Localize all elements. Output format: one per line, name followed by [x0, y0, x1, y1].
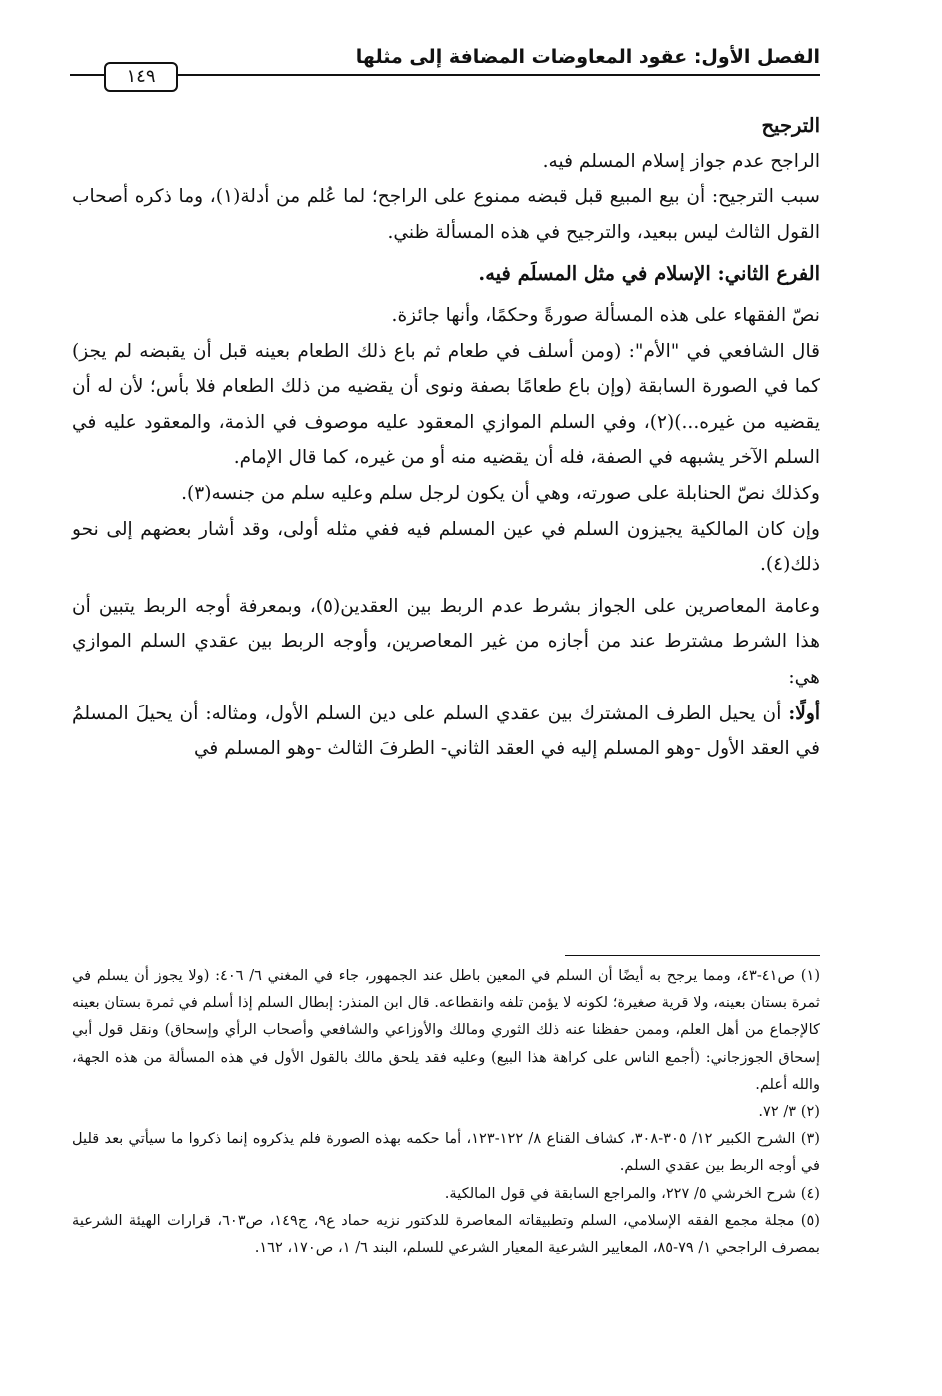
paragraph: قال الشافعي في "الأم": (ومن أسلف في طعام ثم باع ذلك الطعام بعينه قبل أن يقبضه لم يجز) كما في الصورة السابقة (وإن باع طعامًا بصفة ونوى أن يقضيه من ذلك الطعام فلا بأس؛ لأن له أن يقضيه من غيره...)(٢)، وفي السلم الموازي المعقود عليه موصوف في الذمة، والمعقود عليه في السلم الآخر يشبهه في الصفة، فله أن يقضيه منه أو من غيره، كما قال الإمام.: [72, 340, 820, 469]
paragraph: وعامة المعاصرين على الجواز بشرط عدم الربط بين العقدين(٥)، وبمعرفة أوجه الربط يتبين أن هذا الشرط مشترط عند من أجازه من غير المعاصرين، وأوجه الربط بين عقدي السلم الموازي هي:: [72, 595, 820, 688]
section-heading-tarjih: الترجيح: [761, 114, 820, 137]
paragraph: وإن كان المالكية يجيزون السلم في عين المسلم فيه ففي مثله أولى، وقد أشار بعضهم إلى نحو ذلك(٤).: [72, 518, 820, 576]
paragraph-text: أن يحيل الطرف المشترك بين عقدي السلم على دين السلم الأول، ومثاله: أن يحيلَ المسلمُ في العقد الأول -وهو المسلم إليه في العقد الثاني- الطرفَ الثالث -وهو المسلم في: [72, 702, 820, 760]
page-number: ١٤٩: [104, 62, 178, 92]
section-heading-branch-two: الفرع الثاني: الإسلام في مثل المسلَم فيه.: [478, 262, 820, 286]
footnote: (٣) الشرح الكبير ١٢/ ٣٠٥-٣٠٨، كشاف القناع ٨/ ١٢٢-١٢٣، أما حكمه بهذه الصورة فلم يذكروه إنما ذكروا ما سيأتي بعد قليل في أوجه الربط بين عقدي السلم.: [72, 1130, 820, 1175]
footnote: (٤) شرح الخرشي ٥/ ٢٢٧، والمراجع السابقة في قول المالكية.: [444, 1184, 820, 1202]
footnote: (٢) ٣/ ٧٢.: [758, 1103, 820, 1121]
chapter-title: الفصل الأول: عقود المعاوضات المضافة إلى مثلها: [355, 46, 820, 68]
list-lead: أولًا:: [788, 702, 820, 724]
footnote: (١) ص٤١-٤٣، ومما يرجح به أيضًا أن السلم في المعين باطل عند الجمهور، جاء في المغني ٦/ ٤٠٦: (ولا يجوز أن يسلم في ثمرة بستان بعينه، ولا قرية صغيرة؛ لكونه لا يؤمن تلفه وانقطاعه. قال ابن المنذر: إبطال السلم إذا أسلم في ثمرة بستان بعينه كالإجماع من أهل العلم، وممن حفظنا عنه ذلك الثوري ومالك والأوزاعي والشافعي وأصحاب الرأي وإسحاق) ونقل قول أبي إسحاق الجوزجاني: (أجمع الناس على كراهة هذا البيع) وعليه فقد يلحق مالك بالقول الأول في هذه المسألة من هذه الجهة، والله أعلم.: [72, 967, 821, 1093]
paragraph: وكذلك نصّ الحنابلة على صورته، وهي أن يكون لرجل سلم وعليه سلم من جنسه(٣).: [181, 482, 820, 504]
paragraph: [72, 696, 820, 767]
paragraph: نصّ الفقهاء على هذه المسألة صورةً وحكمًا، وأنها جائزة.: [391, 304, 820, 326]
footnotes: [72, 962, 820, 1261]
paragraph: سبب الترجيح: أن بيع المبيع قبل قبضه ممنوع على الراجح؛ لما عُلم من أدلة(١)، وما ذكره أصحاب القول الثالث ليس ببعيد، والترجيح في هذه المسألة ظني.: [72, 186, 820, 243]
footnote: (٥) مجلة مجمع الفقه الإسلامي، السلم وتطبيقاته المعاصرة للدكتور نزيه حماد ع٩، ج١٤٩، ص٦٠٣، قرارات الهيئة الشرعية بمصرف الراجحي ١/ ٧٩-٨٥، المعايير الشرعية المعيار الشرعي للسلم، البند ٦/ ١، ص١٧٠، ١٦٢.: [72, 1211, 820, 1257]
main-text: [72, 108, 820, 767]
paragraph: الراجح عدم جواز إسلام المسلم فيه.: [542, 150, 820, 172]
page-header: [70, 44, 820, 96]
header-rule: [70, 74, 820, 76]
footnote-separator: [565, 955, 820, 956]
